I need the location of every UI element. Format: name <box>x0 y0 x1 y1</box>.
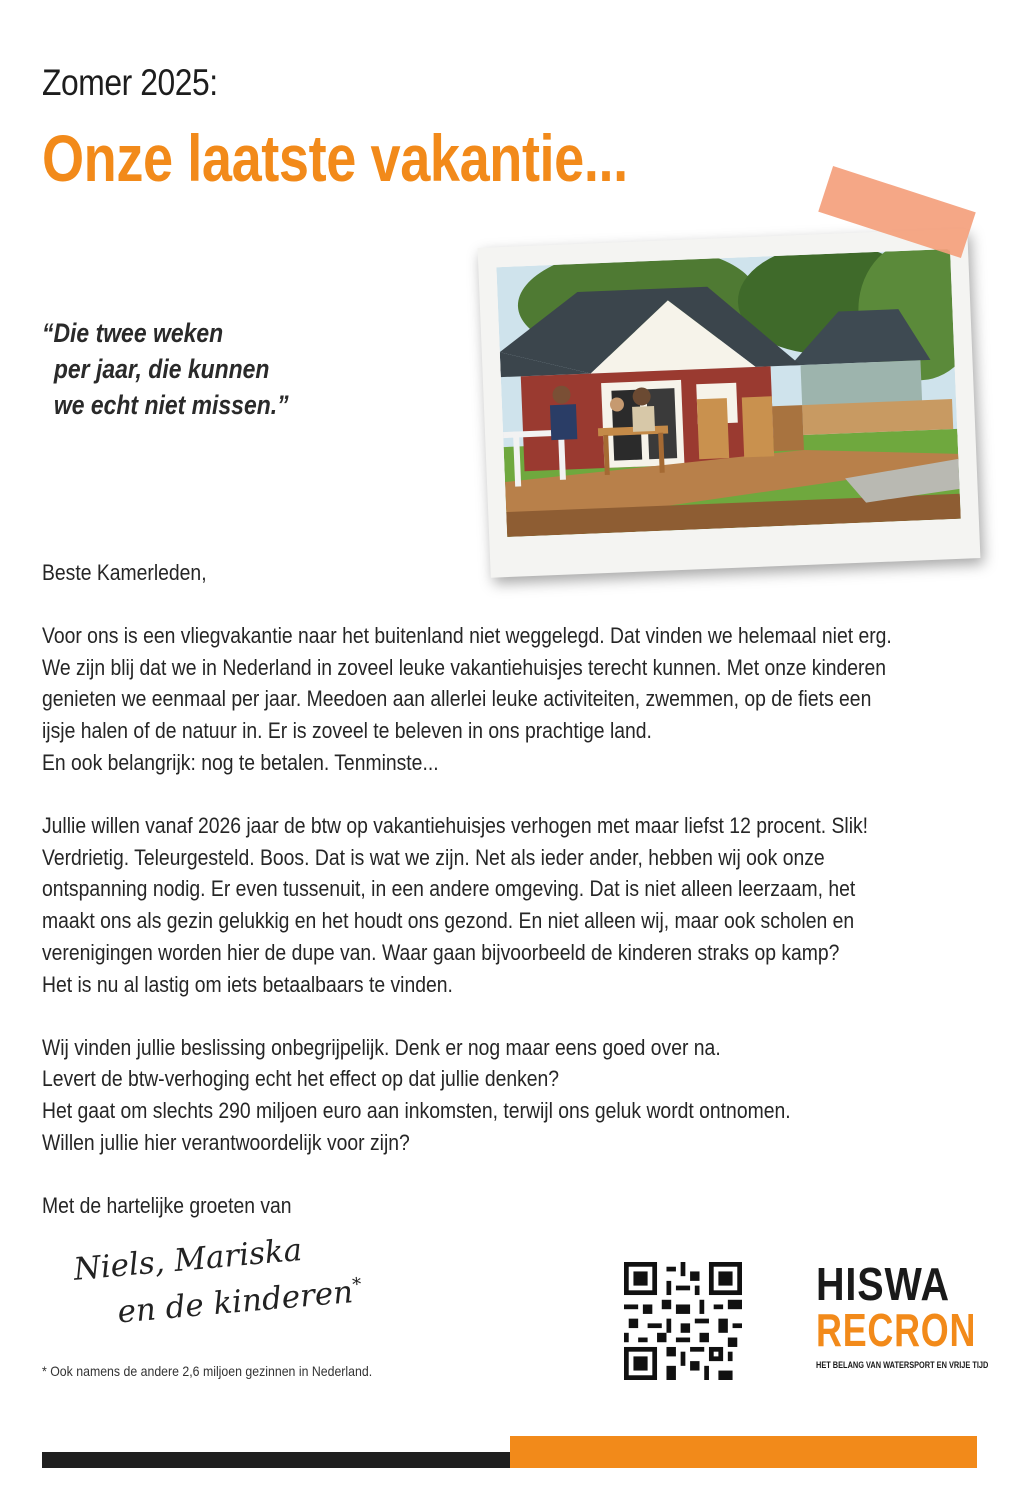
header-kicker: Zomer 2025: <box>42 62 218 103</box>
footer-bar-orange <box>510 1436 977 1468</box>
paragraph-2-line: maakt ons als gezin gelukkig en het houdt ons gezond. En niet alleen wij, maar ook scholen en <box>42 908 855 934</box>
closing: Met de hartelijke groeten van <box>42 1192 292 1218</box>
paragraph-3-line: Levert de btw-verhoging echt het effect op dat jullie denken? <box>42 1066 560 1092</box>
paragraph-1-line: We zijn blij dat we in Nederland in zoveel leuke vakantiehuisjes terecht kunnen. Met onze kinderen <box>42 654 887 680</box>
paragraph-2-line: verenigingen worden hier de dupe van. Waar gaan bijvoorbeeld de kinderen straks op kamp? <box>42 939 840 965</box>
paragraph-2-line: Het is nu al lastig om iets betaalbaars te vinden. <box>42 971 453 997</box>
signature-line: en de kinderen <box>116 1274 355 1331</box>
paragraph-3-line: Wij vinden jullie beslissing onbegrijpelijk. Denk er nog maar eens goed over na. <box>42 1034 721 1060</box>
quote-line: per jaar, die kunnen <box>53 354 270 384</box>
paragraph-1-line: Voor ons is een vliegvakantie naar het buitenland niet weggelegd. Dat vinden we helemaal niet erg. <box>42 622 892 648</box>
logo-line-2: RECRON <box>816 1304 977 1356</box>
paragraph-2-line: Jullie willen vanaf 2026 jaar de btw op vakantiehuisjes verhogen met maar liefst 12 procent. Slik! <box>42 812 869 838</box>
cabin-illustration <box>496 249 960 537</box>
quote-line: we echt niet missen.” <box>53 390 289 420</box>
page-title: Onze laatste vakantie... <box>42 121 628 195</box>
footer-bar-dark <box>42 1452 510 1468</box>
polaroid-photo <box>478 228 981 577</box>
paragraph-1-line: genieten we eenmaal per jaar. Meedoen aan allerlei leuke activiteiten, zwemmen, op de fiets een <box>42 686 872 712</box>
logo-line-1: HISWA <box>816 1258 950 1310</box>
holiday-cabin-photo <box>496 249 960 537</box>
signature-line: Niels, Mariska <box>72 1232 304 1288</box>
qr-code-icon[interactable] <box>624 1262 742 1380</box>
paragraph-2-line: ontspanning nodig. Er even tussenuit, in een andere omgeving. Dat is niet alleen leerzaam, het <box>42 876 856 902</box>
footnote: * Ook namens de andere 2,6 miljoen gezinnen in Nederland. <box>42 1363 373 1379</box>
paragraph-3-line: Het gaat om slechts 290 miljoen euro aan inkomsten, terwijl ons geluk wordt ontnomen. <box>42 1098 791 1124</box>
logo-tagline: HET BELANG VAN WATERSPORT EN VRIJE TIJD <box>816 1360 989 1370</box>
greeting: Beste Kamerleden, <box>42 560 207 585</box>
paragraph-3-line: Willen jullie hier verantwoordelijk voor zijn? <box>42 1129 410 1155</box>
paragraph-1-line: ijsje halen of de natuur in. Er is zoveel te beleven in ons prachtige land. <box>42 718 652 744</box>
hiswa-recron-logo <box>816 1258 989 1370</box>
letter-body <box>42 557 892 1222</box>
paragraph-1-line: En ook belangrijk: nog te betalen. Tenminste... <box>42 749 439 775</box>
paragraph-2-line: Verdrietig. Teleurgesteld. Boos. Dat is wat we zijn. Net als ieder ander, hebben wij ook onze <box>42 844 825 870</box>
footnote-mark: * <box>351 1273 363 1296</box>
pull-quote <box>42 315 289 423</box>
quote-line: “Die twee weken <box>42 318 224 348</box>
handwritten-signature <box>72 1225 364 1336</box>
